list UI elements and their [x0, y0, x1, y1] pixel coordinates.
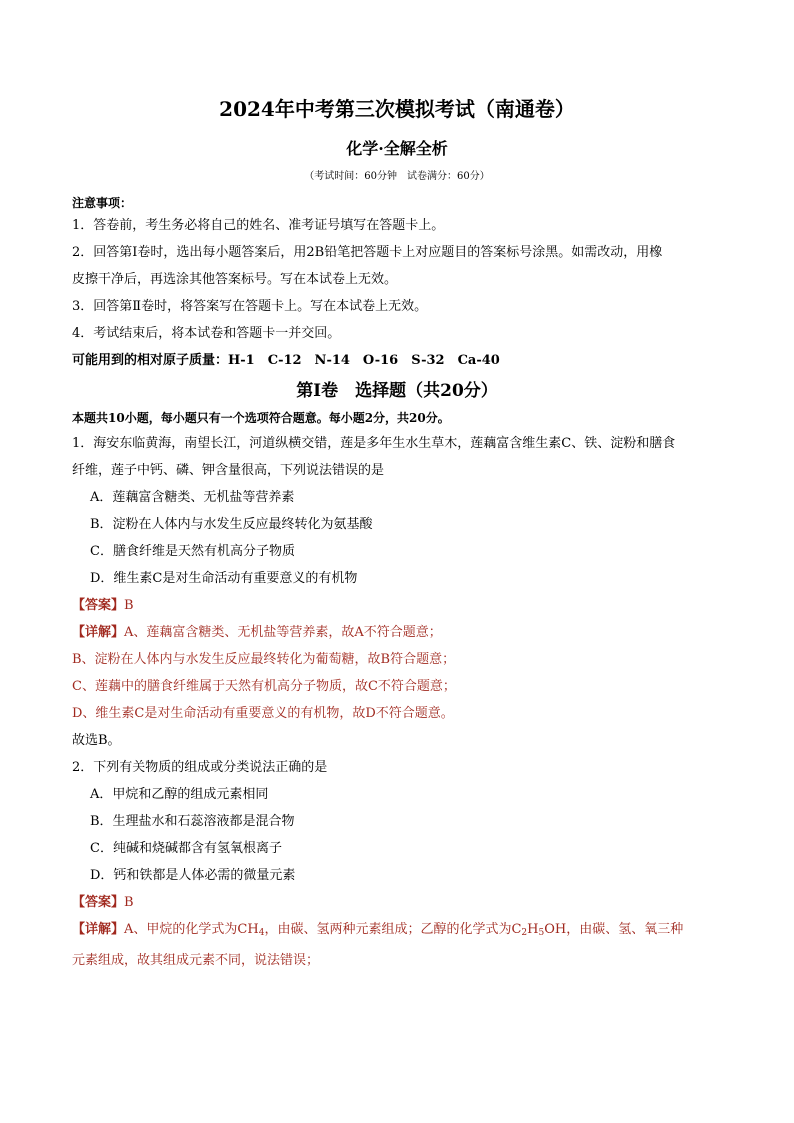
- question-2-option-a: A．甲烷和乙醇的组成元素相同: [90, 787, 269, 802]
- answer-tag: 【答案】: [72, 895, 125, 910]
- exam-meta: （考试时间：60分钟 试卷满分：60分）: [304, 171, 490, 182]
- question-1-option-b: B．淀粉在人体内与水发生反应最终转化为氨基酸: [90, 517, 373, 532]
- detail-line: 元素组成，故其组成元素不同，说法错误；: [72, 953, 320, 968]
- notice-item: 皮擦干净后，再选涂其他答案标号。写在本试卷上无效。: [72, 272, 398, 287]
- question-1-stem: 纤维，莲子中钙、磷、钾含量很高，下列说法错误的是: [72, 463, 385, 478]
- question-2-option-c: C．纯碱和烧碱都含有氢氧根离子: [90, 841, 282, 856]
- notice-item: 1．答卷前，考生务必将自己的姓名、准考证号填写在答题卡上。: [72, 218, 445, 233]
- notice-heading: 注意事项：: [72, 196, 133, 210]
- document-page: [72, 96, 722, 974]
- question-1-conclusion: 故选B。: [72, 733, 121, 748]
- page-subtitle: 化学·全解全析: [346, 139, 448, 158]
- question-1-option-d: D．维生素C是对生命活动有重要意义的有机物: [90, 571, 358, 586]
- answer-value: B: [124, 895, 134, 910]
- detail-tag: 【详解】: [72, 922, 125, 937]
- detail-line: C、莲藕中的膳食纤维属于天然有机高分子物质，故C不符合题意；: [72, 679, 456, 694]
- notice-item: 3．回答第Ⅱ卷时，将答案写在答题卡上。写在本试卷上无效。: [72, 299, 428, 314]
- question-1-option-a: A．莲藕富含糖类、无机盐等营养素: [90, 490, 295, 505]
- question-2-answer: [72, 889, 722, 916]
- section-intro: 本题共10小题，每小题只有一个选项符合题意。每小题2分，共20分。: [72, 411, 450, 425]
- question-1-answer: [72, 592, 722, 619]
- detail-text: ，由碳、氢、氧三种: [566, 922, 684, 937]
- detail-line: B、淀粉在人体内与水发生反应最终转化为葡萄糖，故B符合题意；: [72, 652, 456, 667]
- question-2-option-b: B．生理盐水和石蕊溶液都是混合物: [90, 814, 295, 829]
- question-2-detail: [72, 916, 722, 947]
- page-title: 2024年中考第三次模拟考试（南通卷）: [219, 97, 575, 121]
- question-2-option-d: D．钙和铁都是人体必需的微量元素: [90, 868, 296, 883]
- detail-text: A、莲藕富含糖类、无机盐等营养素，故A不符合题意；: [124, 625, 442, 640]
- answer-tag: 【答案】: [72, 598, 125, 613]
- notice-item: 2．回答第Ⅰ卷时，选出每小题答案后，用2B铅笔把答题卡上对应题目的答案标号涂黑。如需改动，用橡: [72, 245, 663, 260]
- atomic-masses: 可能用到的相对原子质量：H-1 C-12 N-14 O-16 S-32 Ca-40: [72, 353, 500, 368]
- answer-value: B: [124, 598, 134, 613]
- question-1-stem: 1．海安东临黄海，南望长江，河道纵横交错，莲是多年生水生草木，莲藕富含维生素C、铁、淀粉和膳食: [72, 436, 676, 451]
- detail-text: ，由碳、氢两种元素组成；乙醇的化学式为: [264, 922, 512, 937]
- detail-line: D、维生素C是对生命活动有重要意义的有机物，故D不符合题意。: [72, 706, 454, 721]
- notice-item: 4．考试结束后，将本试卷和答题卡一并交回。: [72, 326, 341, 341]
- question-1-option-c: C．膳食纤维是天然有机高分子物质: [90, 544, 295, 559]
- section-title: 第Ⅰ卷 选择题（共20分）: [296, 381, 498, 401]
- formula-ch4: $CH_4$: [237, 922, 265, 938]
- question-2-stem: 2．下列有关物质的组成或分类说法正确的是: [72, 760, 328, 775]
- detail-tag: 【详解】: [72, 625, 125, 640]
- detail-text: A、甲烷的化学式为: [124, 922, 238, 937]
- question-1-detail: [72, 619, 722, 646]
- formula-c2h5oh: $C_2H_5OH$: [511, 922, 567, 938]
